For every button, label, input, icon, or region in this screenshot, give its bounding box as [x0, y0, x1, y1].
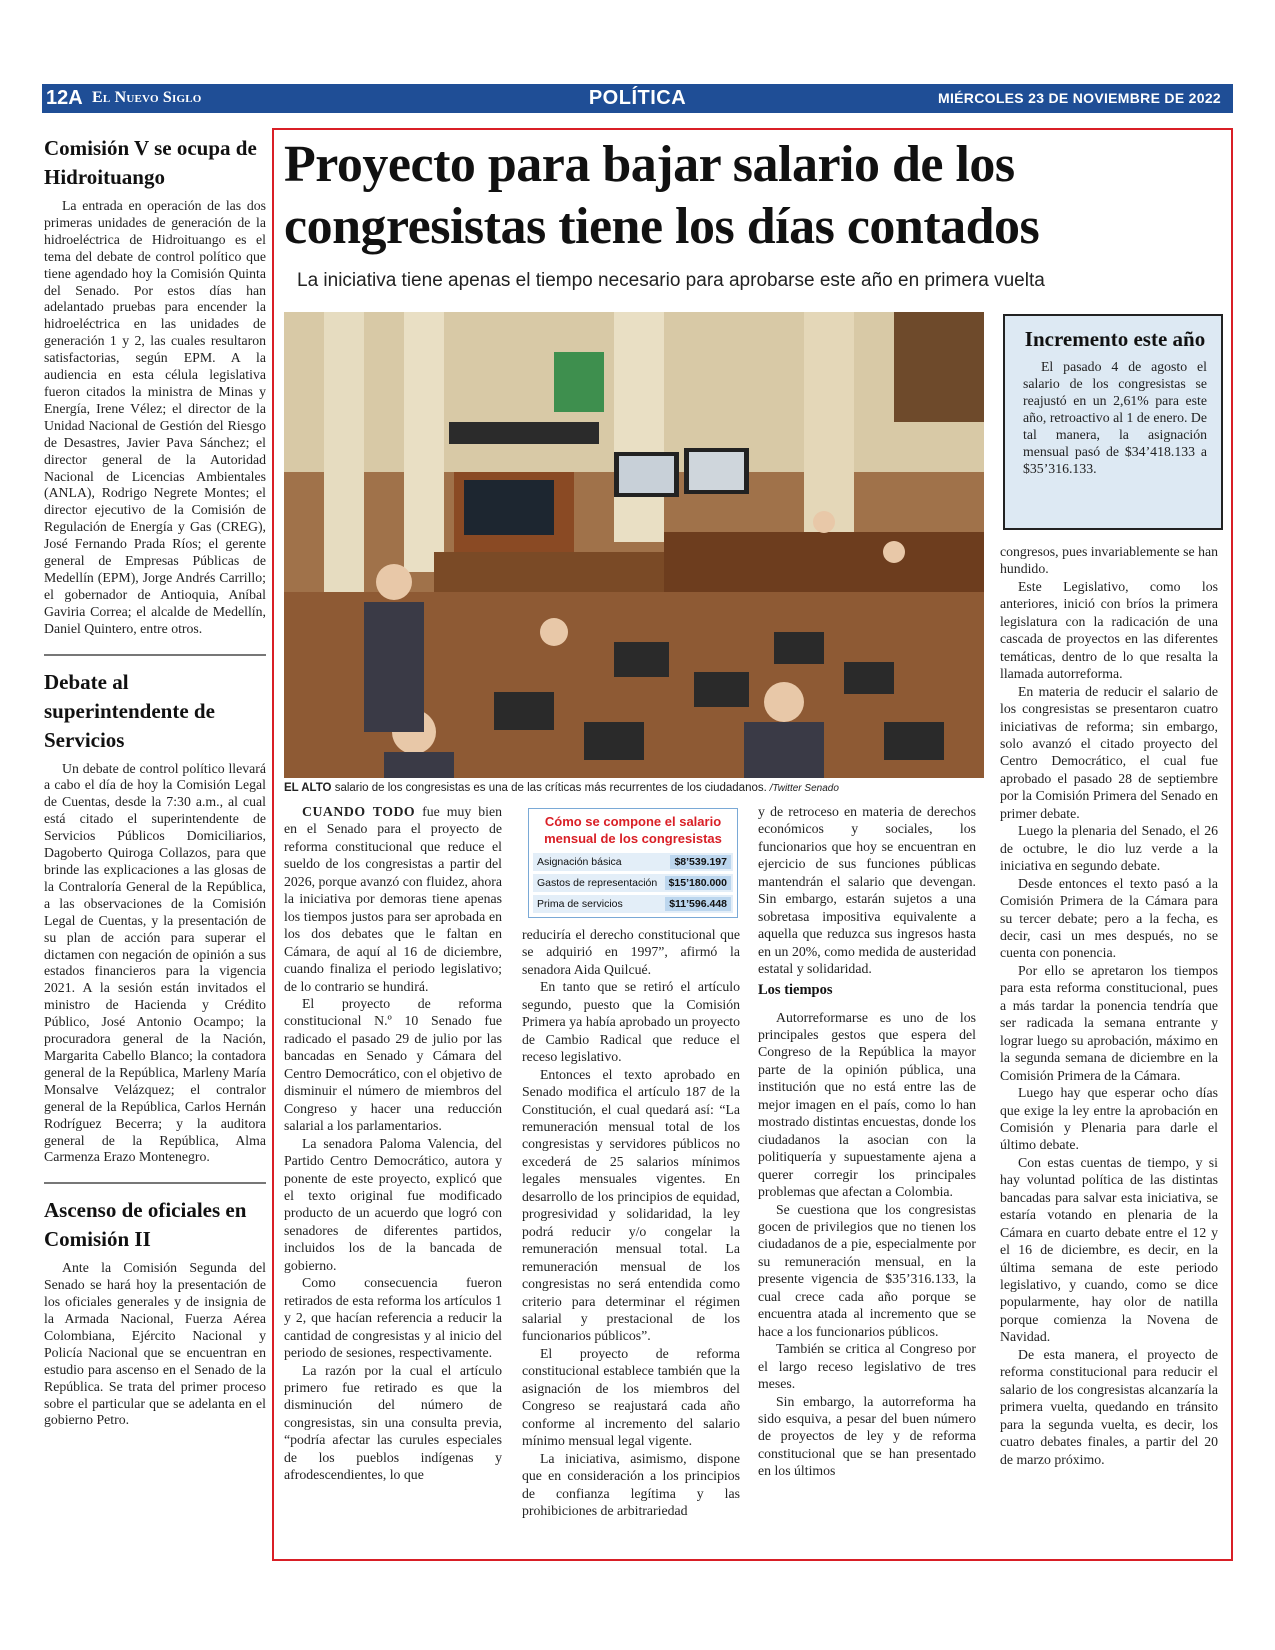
issue-date: MIÉRCOLES 23 DE NOVIEMBRE DE 2022 — [938, 90, 1221, 106]
article-paragraph: En tanto que se retiró el artículo segundo, puesto que la Comisión Primera ya había aprobado un proyecto de Cambio Radical que reduce el receso legislativo. — [522, 979, 740, 1065]
article-paragraph: Luego la plenaria del Senado, el 26 de octubre, le dio luz verde a la iniciativa en segundo debate. — [1000, 823, 1218, 874]
article-column-3 — [758, 803, 976, 1480]
article-paragraph: Sin embargo, la autorreforma ha sido esquiva, a pesar del buen número de proyectos de ley y de reforma constitucional que se han presentado en los últimos — [758, 1393, 976, 1479]
divider — [44, 654, 266, 656]
photo-credit: /Twitter Senado — [766, 783, 839, 794]
article-paragraph: De esta manera, el proyecto de reforma constitucional para reducir el salario de los congresistas alcanzaría la primera vuelta, quedando en tránsito para la segunda vuelta, es decir, los cuatro debates finales, a partir del 20 de marzo próximo. — [1000, 1346, 1218, 1467]
article-paragraph: Desde entonces el texto pasó a la Comisión Primera de la Cámara para su tercer debate; pero a la fecha, es decir, casi un mes después, no se cuenta con ponencia. — [1000, 875, 1218, 961]
infobox-body: El pasado 4 de agosto el salario de los congresistas se reajustó en un 2,61% para este año, retroactivo al 1 de enero. De tal manera, la asignación mensual pasó de $34’418.133 a $35’316.133. — [1023, 359, 1207, 476]
table-row — [533, 874, 733, 892]
salary-label: Asignación básica — [537, 856, 622, 868]
brief-title-ascenso: Ascenso de oficiales en Comisión II — [44, 1198, 247, 1252]
brief-title-superintendente: Debate al superintendente de Servicios — [44, 669, 215, 752]
article-paragraph: Se cuestiona que los congresistas gocen de privilegios que no tienen los ciudadanos de a pie, especialmente por su remuneración mensual, en la presente vigencia de $35’316.133, la cual crece cada año porque se encuentra atada al incremento que se hace a los funcionarios públicos. — [758, 1201, 976, 1339]
sidebar-box-incremento — [1003, 314, 1223, 530]
article-paragraph: CUANDO TODO fue muy bien en el Senado para el proyecto de reforma constitucional que reduce el sueldo de los congresistas a partir del 2026, porque avanzó con fluidez, ahora la iniciativa por demoras tiene apenas los tiempos justos para ser aprobada en los dos debates que le faltan en Cámara, de aquí al 16 de diciembre, cuando finaliza el periodo legislativo; de lo contrario se hundirá. — [284, 804, 503, 994]
section-title: POLÍTICA — [588, 87, 687, 109]
divider — [44, 1182, 266, 1184]
salary-table-title: Cómo se compone el salario mensual de los congresistas — [544, 814, 722, 846]
article-paragraph: Este Legislativo, como los anteriores, inició con bríos la primera legislatura con la radicación de una cascada de proyectos en las diferentes temáticas, dentro de lo que resalta la llamada autorreforma. — [1000, 578, 1218, 682]
article-paragraph: Por ello se apretaron los tiempos para esta reforma constitucional, pues a más tardar la ponencia tendría que ser radicada la semana entrante y lograr luego su aprobación, máximo en la segunda semana de diciembre en la Comisión Primera de la Cámara. — [1000, 962, 1218, 1083]
salary-value: $11’596.448 — [665, 897, 731, 911]
brief-body-superintendente: Un debate de control político llevará a cabo el día de hoy la Comisión Legal de Cuentas, desde la 7:30 a.m., al cual está citado el superintendente de Servicios Públicos Domiciliarios, Dagoberto Quiroga Collazos, para que brinde las explicaciones a las glosas de la Contraloría General de la República, a las observaciones de la Comisión Legal de Cuentas, y la presentación de su plan de acción para superar el dictamen con negación de opinión a sus estados financieros para la vigencia 2021. A la sesión están invitados el ministro de Hacienda y Crédito Público, José Antonio Ocampo; la procuradora general de la Nación, Margarita Cabello Blanco; la contadora general de la República, Marleny María Monsalve Velázquez; el contralor general de la República, Carlos Hernán Rodríguez Becerra; y la auditora general de la República, Alma Carmenza Erazo Montenegro. — [44, 760, 266, 1165]
article-paragraph: El proyecto de reforma constitucional N.º 10 Senado fue radicado el pasado 29 de julio por las bancadas en Senado y Cámara del Centro Democrático, con el objetivo de disminuir el número de miembros del Congreso y hacer una reducción salarial a los parlamentarios. — [284, 995, 502, 1134]
article-paragraph: y de retroceso en materia de derechos económicos y sociales, los funcionarios que hoy se encuentran en ejercicio de sus funciones públicas mantendrán el salario que devengan. Sin embargo, estarán sujetos a una sobretasa impositiva equivalente a aquella que reduzca sus ingresos hasta en un 20%, como medida de austeridad estatal y solidaridad. — [758, 804, 976, 977]
salary-label: Gastos de representación — [537, 877, 658, 889]
article-paragraph: Entonces el texto aprobado en Senado modifica el artículo 187 de la Constitución, el cual quedará así: “La remuneración mensual total de los congresistas y servidores públicos no excederá de 25 salarios mínimos legales mensuales vigentes. En desarrollo de los principios de equidad, progresividad y solidaridad, la ley podrá reducir y/o congelar la remuneración mensual total. La remuneración mensual de los congresistas no será entendida como criterio para determinar el régimen salarial y prestacional de los funcionarios públicos”. — [522, 1066, 740, 1344]
page-header — [42, 84, 1233, 113]
article-column-4 — [1000, 543, 1218, 1468]
newspaper-name: El Nuevo Siglo — [92, 89, 202, 106]
article-paragraph: Luego hay que esperar ocho días que exige la ley entre la aprobación en Comisión y Plenaria para darle el último debate. — [1000, 1085, 1218, 1153]
salary-value: $8’539.197 — [670, 855, 731, 869]
lead-in: CUANDO TODO — [302, 804, 416, 819]
article-paragraph: El proyecto de reforma constitucional establece también que la asignación de los miembros del Congreso se reajustará cada año conforme al incremento del salario mínimo mensual legal vigente. — [522, 1345, 740, 1449]
table-row — [533, 853, 733, 871]
caption-text: salario de los congresistas es una de las críticas más recurrentes de los ciudadanos. — [331, 782, 767, 794]
sidebar-briefs — [44, 134, 266, 1429]
article-paragraph: También se critica al Congreso por el largo receso legislativo de tres meses. — [758, 1341, 976, 1392]
brief-body-ascenso: Ante la Comisión Segunda del Senado se hará hoy la presentación de los oficiales generales y de insignia de la Armada Nacional, Fuerza Aérea Colombiana, Ejército Nacional y Policía Nacional que se encuentran en estudio para ascenso en el Senado de la República. Se trata del primer proceso sobre el particular que se adelanta en el gobierno Petro. — [44, 1260, 266, 1428]
caption-lead: EL ALTO — [284, 782, 332, 794]
infobox-title: Incremento este año — [1024, 327, 1206, 351]
page-number: 12A — [46, 87, 83, 109]
article-paragraph: reduciría el derecho constitucional que se adquirió en 1997”, afirmó la senadora Aida Quilcué. — [522, 927, 740, 977]
article-paragraph: Con estas cuentas de tiempo, y si hay voluntad política de las distintas bancadas para salvar esta iniciativa, se estaría votando en plenaria de la Cámara en cuarto debate entre el 12 y el 16 de diciembre, es decir, en la última semana de este periodo legislativo, y cuando, como se dice popularmente, hay olor de natilla porque comienza la Novena de Navidad. — [1000, 1154, 1218, 1345]
article-paragraph: congresos, pues invariablemente se han hundido. — [1000, 544, 1218, 577]
salary-label: Prima de servicios — [537, 898, 623, 910]
salary-value: $15’180.000 — [665, 876, 731, 890]
article-paragraph: La senadora Paloma Valencia, del Partido Centro Democrático, autora y ponente de este proyecto, explicó que el texto original fue modificado producto de un acuerdo que logró con senadores de diferentes partidos, incluidos los de la bancada de gobierno. — [284, 1135, 502, 1273]
senate-chamber-photo — [284, 312, 984, 778]
headline: Proyecto para bajar salario de los congresistas tiene los días contados — [284, 136, 1040, 255]
brief-title-hidroituango: Comisión V se ocupa de Hidroituango — [44, 136, 257, 189]
brief-body-hidroituango: La entrada en operación de las dos primeras unidades de generación de la hidroeléctrica de Hidroituango es el tema del debate de control político que tiene agendado hoy la Comisión Quinta del Senado. Por estos días han adelantado pruebas para encender la hidroeléctrica en las unidades de generación 1 y 2, las cuales resultaron satisfactorias, según EPM. A la audiencia en esta célula legislativa fueron citados la ministra de Minas y Energía, Irene Vélez; el director de la Unidad Nacional de Gestión del Riesgo de Desastres, Javier Pava Sánchez; el director general de la Autoridad Nacional de Licencias Ambientales (ANLA), Rodrigo Negrete Montes; el director ejecutivo de la Comisión de Regulación de Energía y Gas (CREG), José Fernando Prada Ríos; el gerente general de Empresas Públicas de Medellín (EPM), Jorge Andrés Carrillo; el gobernador de Antioquia, Aníbal Gaviria Correa; el alcalde de Medellín, Daniel Quintero, entre otros. — [44, 198, 266, 636]
salary-breakdown-table — [528, 808, 738, 918]
article-column-2 — [522, 926, 740, 1519]
article-paragraph: La iniciativa, asimismo, dispone que en consideración a los principios de confianza legítima y las prohibiciones de arbitrariedad — [522, 1450, 740, 1518]
photo-illustration — [284, 312, 984, 778]
article-paragraph: La razón por la cual el artículo primero fue retirado es que la disminución del número de congresistas, sin una consulta previa, “podría afectar las curules especiales de los pueblos indígenas y afrodescendientes, lo que — [284, 1362, 502, 1483]
article-paragraph: Como consecuencia fueron retirados de esta reforma los artículos 1 y 2, que hacían referencia a reducir la cantidad de congresistas y al inicio del periodo de sesiones, respectivamente. — [284, 1275, 502, 1361]
photo-caption — [284, 782, 1004, 794]
article-paragraph: En materia de reducir el salario de los congresistas se presentaron cuatro iniciativas de reforma; sin embargo, solo avanzó el citado proyecto del Centro Democrático, el cual fue aprobado el pasado 28 de septiembre por la Comisión Primera del Senado en primer debate. — [1000, 683, 1218, 821]
table-row — [533, 895, 733, 913]
subheadline: La iniciativa tiene apenas el tiempo necesario para aprobarse este año en primera vuelta — [297, 270, 1045, 291]
section-subhead: Los tiempos — [758, 981, 833, 998]
article-paragraph: Autorreformarse es uno de los principales gestos que espera del Congreso de la República la mayor parte de la opinión pública, una institución que no está entre las de mejor imagen en el país, como lo han mostrado distintas encuestas, donde los ciudadanos la asocian con la politiquería y supuestamente ajena a querer corregir los principales problemas que afectan a Colombia. — [758, 1009, 976, 1200]
article-column-1 — [284, 803, 502, 1484]
